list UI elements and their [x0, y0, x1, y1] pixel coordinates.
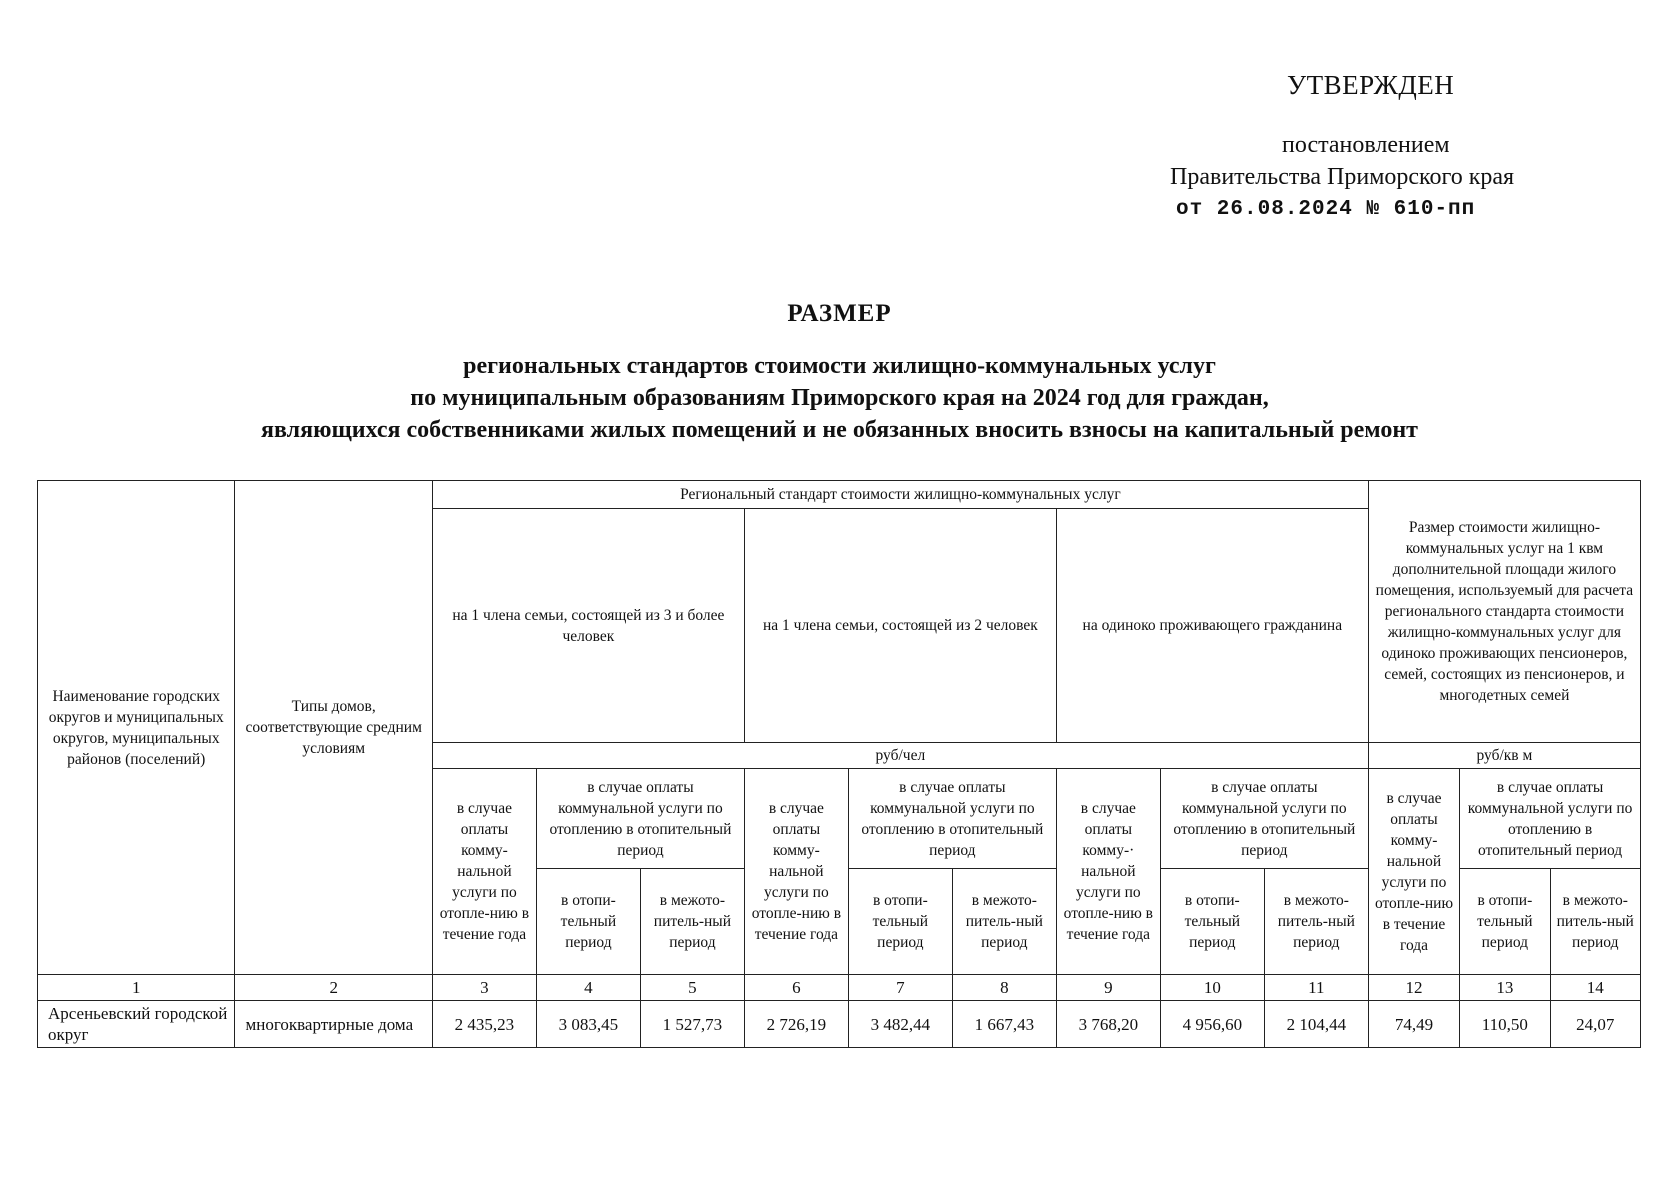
value-cell: 24,07: [1550, 1001, 1640, 1048]
value-cell: 2 726,19: [744, 1001, 848, 1048]
approved-stamp: УТВЕРЖДЕН: [1287, 70, 1455, 100]
header-single: на одиноко проживающего гражданина: [1056, 509, 1368, 743]
column-number: 2: [235, 975, 432, 1001]
value-cell: 74,49: [1368, 1001, 1459, 1048]
subtitle-line-3: являющихся собственниками жилых помещений и не обязанных вносить взносы на капитальный ремонт: [261, 417, 1418, 443]
document-subtitle: [0, 350, 1679, 446]
header-year-single: в случае оплаты комму-· нальной услуги по отопле-нию в течение года: [1056, 769, 1160, 975]
header-season-10: в отопи-тельный период: [1160, 869, 1264, 975]
value-cell: 110,50: [1460, 1001, 1550, 1048]
column-number: 1: [38, 975, 235, 1001]
column-number: 14: [1550, 975, 1640, 1001]
header-offseason-11: в межото-питель-ный период: [1264, 869, 1368, 975]
column-number: 8: [952, 975, 1056, 1001]
column-number: 12: [1368, 975, 1459, 1001]
header-heating-family-2: в случае оплаты коммунальной услуги по отоплению в отопительный период: [848, 769, 1056, 869]
header-family-3: на 1 члена семьи, состоящей из 3 и более человек: [432, 509, 744, 743]
municipality-name: Арсеньевский городской округ: [38, 1001, 235, 1048]
column-number: 11: [1264, 975, 1368, 1001]
column-number: 7: [848, 975, 952, 1001]
column-number: 10: [1160, 975, 1264, 1001]
header-unit-sqm: руб/кв м: [1368, 743, 1640, 769]
header-offseason-14: в межото-питель-ный период: [1550, 869, 1640, 975]
header-season-4: в отопи-тельный период: [536, 869, 640, 975]
header-family-2: на 1 члена семьи, состоящей из 2 человек: [744, 509, 1056, 743]
column-number: 13: [1460, 975, 1550, 1001]
value-cell: 2 435,23: [432, 1001, 536, 1048]
header-heating-family-3: в случае оплаты коммунальной услуги по отоплению в отопительный период: [536, 769, 744, 869]
column-number: 9: [1056, 975, 1160, 1001]
value-cell: 3 482,44: [848, 1001, 952, 1048]
header-year-family-2: в случае оплаты комму-нальной услуги по отопле-нию в течение года: [744, 769, 848, 975]
value-cell: 1 527,73: [640, 1001, 744, 1048]
table-row: [38, 1001, 1641, 1048]
house-type: многоквартирные дома: [235, 1001, 432, 1048]
column-number: 3: [432, 975, 536, 1001]
subtitle-line-1: региональных стандартов стоимости жилищно-коммунальных услуг: [463, 353, 1216, 379]
resolution-label: постановлением: [1282, 132, 1450, 158]
decree-number: от 26.08.2024 № 610-пп: [1176, 198, 1476, 221]
value-cell: 1 667,43: [952, 1001, 1056, 1048]
header-house-type: Типы домов, соответствующие средним условиям: [235, 481, 432, 975]
subtitle-line-2: по муниципальным образованиям Приморского края на 2024 год для граждан,: [410, 385, 1269, 411]
column-number: 4: [536, 975, 640, 1001]
header-offseason-5: в межото-питель-ный период: [640, 869, 744, 975]
standards-table: [37, 480, 1641, 1048]
document-title: РАЗМЕР: [787, 300, 892, 327]
header-year-additional: в случае оплаты комму-нальной услуги по отопле-нию в течение года: [1368, 769, 1459, 975]
header-season-7: в отопи-тельный период: [848, 869, 952, 975]
value-cell: 3 083,45: [536, 1001, 640, 1048]
header-heating-additional: в случае оплаты коммунальной услуги по отоплению в отопительный период: [1460, 769, 1641, 869]
value-cell: 2 104,44: [1264, 1001, 1368, 1048]
value-cell: 4 956,60: [1160, 1001, 1264, 1048]
header-regional-standard: Региональный стандарт стоимости жилищно-коммунальных услуг: [432, 481, 1368, 509]
column-number: 5: [640, 975, 744, 1001]
value-cell: 3 768,20: [1056, 1001, 1160, 1048]
header-municipality: Наименование городских округов и муниципальных округов, муниципальных районов (поселений): [38, 481, 235, 975]
header-offseason-8: в межото-питель-ный период: [952, 869, 1056, 975]
header-unit-person: руб/чел: [432, 743, 1368, 769]
column-number: 6: [744, 975, 848, 1001]
government-label: Правительства Приморского края: [1170, 164, 1515, 190]
header-additional-area: Размер стоимости жилищно-коммунальных услуг на 1 квм дополнительной площади жилого помещения, используемый для расчета регионального стандарта стоимости жилищно-коммунальных услуг для одиноко проживающих пенсионеров, семей, состоящих из пенсионеров, и многодетных семей: [1368, 481, 1640, 743]
header-heating-single: в случае оплаты коммунальной услуги по отоплению в отопительный период: [1160, 769, 1368, 869]
header-year-family-3: в случае оплаты комму-нальной услуги по отопле-нию в течение года: [432, 769, 536, 975]
header-season-13: в отопи-тельный период: [1460, 869, 1550, 975]
